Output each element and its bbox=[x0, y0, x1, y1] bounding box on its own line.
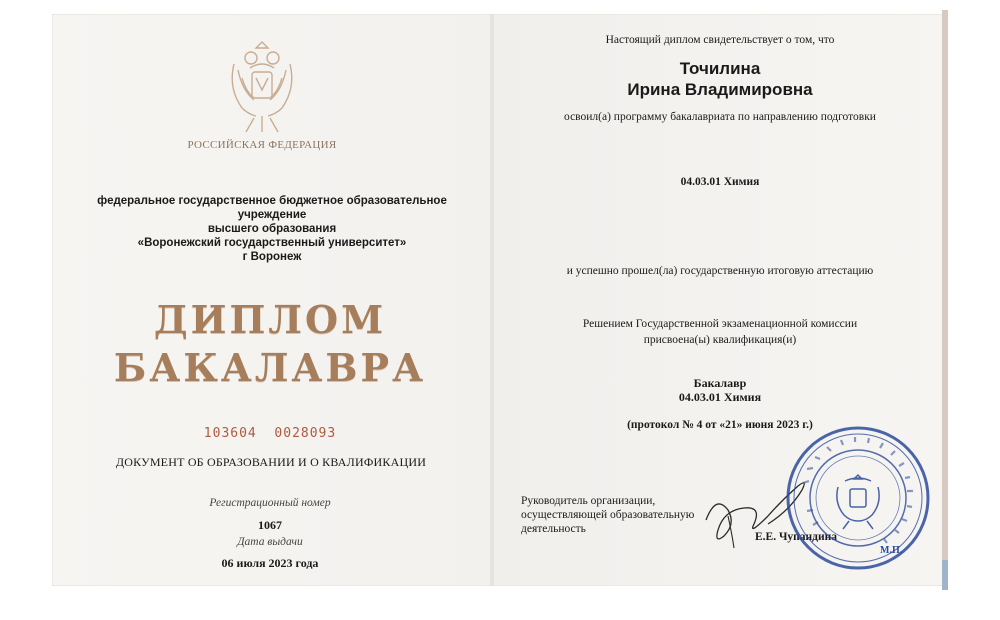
qualification-program: 04.03.01 Химия bbox=[678, 390, 762, 404]
issue-date: 06 июля 2023 года bbox=[221, 556, 319, 570]
issue-date-label: Дата выдачи bbox=[237, 536, 303, 548]
attestation-text: и успешно прошел(ла) государственную итоговую аттестацию bbox=[566, 265, 874, 277]
commission-text bbox=[520, 316, 920, 348]
country-name: РОССИЙСКАЯ ФЕДЕРАЦИЯ bbox=[187, 139, 337, 151]
document-type: ДОКУМЕНТ ОБ ОБРАЗОВАНИИ И О КВАЛИФИКАЦИИ bbox=[115, 455, 427, 469]
edge-strip-blue bbox=[942, 560, 948, 590]
page-fold bbox=[490, 14, 494, 586]
commission-line: Решением Государственной экзаменационной комиссии bbox=[582, 318, 858, 330]
edge-strip bbox=[942, 10, 948, 586]
official-seal bbox=[783, 423, 933, 573]
commission-line: присвоена(ы) квалификация(и) bbox=[643, 334, 797, 346]
serial-number bbox=[150, 426, 390, 441]
diploma-title bbox=[60, 296, 480, 392]
program-line: освоил(а) программу бакалавриата по направлению подготовки bbox=[564, 111, 876, 123]
institution-city: г Воронеж bbox=[242, 251, 302, 263]
institution-line: «Воронежский государственный университет» bbox=[137, 237, 407, 249]
head-line: деятельность bbox=[521, 523, 586, 535]
holder-surname: Точилина bbox=[679, 59, 761, 78]
title-line: БАКАЛАВРА bbox=[113, 345, 427, 390]
head-of-organization bbox=[521, 494, 721, 536]
institution-block bbox=[74, 194, 470, 264]
holder-name bbox=[520, 58, 920, 100]
title-line: ДИПЛОМ bbox=[153, 297, 387, 342]
head-line: осуществляющей образовательную bbox=[521, 509, 695, 521]
qualification-title: Бакалавр bbox=[693, 376, 747, 390]
registration-label: Регистрационный номер bbox=[209, 497, 331, 509]
registration-number: 1067 bbox=[258, 518, 282, 532]
seal-mark: М.П. bbox=[880, 545, 903, 556]
serial-number-text: 103604 0028093 bbox=[203, 426, 337, 441]
institution-line: высшего образования bbox=[207, 223, 337, 235]
holder-given-names: Ирина Владимировна bbox=[627, 80, 813, 99]
signer-name: Е.Е. Чупандина bbox=[755, 531, 837, 543]
coat-of-arms-emblem bbox=[224, 34, 300, 138]
protocol-text: (протокол № 4 от «21» июня 2023 г.) bbox=[627, 419, 813, 431]
institution-line: федеральное государственное бюджетное образовательное учреждение bbox=[97, 195, 447, 221]
program-code: 04.03.01 Химия bbox=[680, 176, 760, 188]
head-line: Руководитель организации, bbox=[521, 495, 656, 507]
intro-text: Настоящий диплом свидетельствует о том, что bbox=[605, 34, 835, 46]
qualification bbox=[520, 376, 920, 404]
